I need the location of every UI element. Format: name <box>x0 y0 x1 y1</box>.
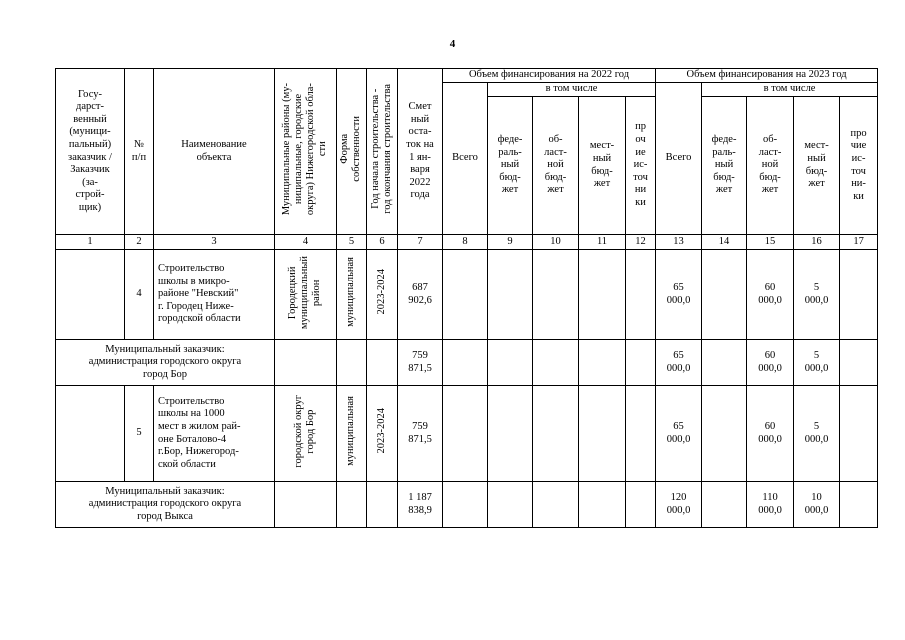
row-ownership: муниципальная <box>345 257 357 328</box>
row-local-2023: 10 000,0 <box>794 482 840 528</box>
header-federal-2023: феде- раль- ный бюд- жет <box>702 97 747 235</box>
row-estimate: 687 902,6 <box>398 250 443 340</box>
row-district: Городецкий муниципальный район <box>287 255 323 329</box>
header-customer: Госу- дарст- венный (муници- пальный) заказчик / Заказчик (за- строй- щик) <box>56 69 125 235</box>
col-number: 14 <box>702 235 747 250</box>
header-districts <box>275 69 337 235</box>
table-row <box>56 250 878 340</box>
table-row <box>56 386 878 482</box>
col-number: 8 <box>443 235 488 250</box>
page-number: 4 <box>449 38 456 50</box>
header-ownership-text: Форма собственности <box>339 116 363 183</box>
row-years: 2023-2024 <box>375 408 387 454</box>
col-number: 10 <box>533 235 579 250</box>
col-number: 13 <box>656 235 702 250</box>
row-summary: Муниципальный заказчик: администрация городского округа город Выкса <box>56 482 275 528</box>
header-object-name: Наименование объекта <box>154 69 275 235</box>
row-total-2023: 65 000,0 <box>656 250 702 340</box>
table-row <box>56 340 878 386</box>
row-local-2023: 5 000,0 <box>794 340 840 386</box>
header-fin-2022: Объем финансирования на 2022 год <box>443 69 656 83</box>
row-local-2023: 5 000,0 <box>794 386 840 482</box>
header-districts-text: Муниципальные районы (му- ниципальные, городские округа) Нижегородской обла- сти <box>281 83 329 216</box>
col-number: 6 <box>367 235 398 250</box>
row-regional-2023: 60 000,0 <box>747 340 794 386</box>
col-number: 7 <box>398 235 443 250</box>
row-num: 4 <box>125 250 154 340</box>
header-total-2023: Всего <box>656 83 702 235</box>
header-federal-2022: феде- раль- ный бюд- жет <box>488 97 533 235</box>
header-other-2022: пр оч ие ис- точ ни ки <box>626 97 656 235</box>
col-number: 17 <box>840 235 878 250</box>
row-estimate: 759 871,5 <box>398 340 443 386</box>
col-number: 1 <box>56 235 125 250</box>
row-estimate: 759 871,5 <box>398 386 443 482</box>
col-number: 9 <box>488 235 533 250</box>
row-total-2023: 120 000,0 <box>656 482 702 528</box>
header-ownership <box>337 69 367 235</box>
col-number: 3 <box>154 235 275 250</box>
col-number: 4 <box>275 235 337 250</box>
header-incl-2022: в том числе <box>488 83 656 97</box>
col-number: 5 <box>337 235 367 250</box>
header-local-2023: мест- ный бюд- жет <box>794 97 840 235</box>
header-num: № п/п <box>125 69 154 235</box>
row-object-name: Строительство школы в микро- районе "Невский" г. Городец Ниже- городской области <box>154 250 275 340</box>
header-local-2022: мест- ный бюд- жет <box>579 97 626 235</box>
header-regional-2022: об- ласт- ной бюд- жет <box>533 97 579 235</box>
row-local-2023: 5 000,0 <box>794 250 840 340</box>
header-fin-2023: Объем финансирования на 2023 год <box>656 69 878 83</box>
row-summary: Муниципальный заказчик: администрация городского округа город Бор <box>56 340 275 386</box>
header-estimate: Смет ный остa- ток на 1 ян- варя 2022 года <box>398 69 443 235</box>
row-district: городской округ город Бор <box>293 394 317 468</box>
row-object-name: Строительство школы на 1000 мест в жилом рай- оне Боталово-4 г.Бор, Нижегород- ской области <box>154 386 275 482</box>
table-row <box>56 482 878 528</box>
financing-table <box>55 68 878 528</box>
row-estimate: 1 187 838,9 <box>398 482 443 528</box>
header-years <box>367 69 398 235</box>
header-years-text: Год начала строительства - год окончания строительства <box>369 84 393 215</box>
row-ownership: муниципальная <box>345 396 357 467</box>
row-num: 5 <box>125 386 154 482</box>
col-number: 11 <box>579 235 626 250</box>
row-total-2023: 65 000,0 <box>656 386 702 482</box>
row-total-2023: 65 000,0 <box>656 340 702 386</box>
row-regional-2023: 60 000,0 <box>747 250 794 340</box>
col-number: 16 <box>794 235 840 250</box>
row-regional-2023: 110 000,0 <box>747 482 794 528</box>
row-years: 2023-2024 <box>375 269 387 315</box>
column-numbers-row <box>56 235 878 250</box>
row-regional-2023: 60 000,0 <box>747 386 794 482</box>
header-incl-2023: в том числе <box>702 83 878 97</box>
col-number: 15 <box>747 235 794 250</box>
header-total-2022: Всего <box>443 83 488 235</box>
col-number: 12 <box>626 235 656 250</box>
header-other-2023: про чие ис- точ ни- ки <box>840 97 878 235</box>
header-regional-2023: об- ласт- ной бюд- жет <box>747 97 794 235</box>
col-number: 2 <box>125 235 154 250</box>
